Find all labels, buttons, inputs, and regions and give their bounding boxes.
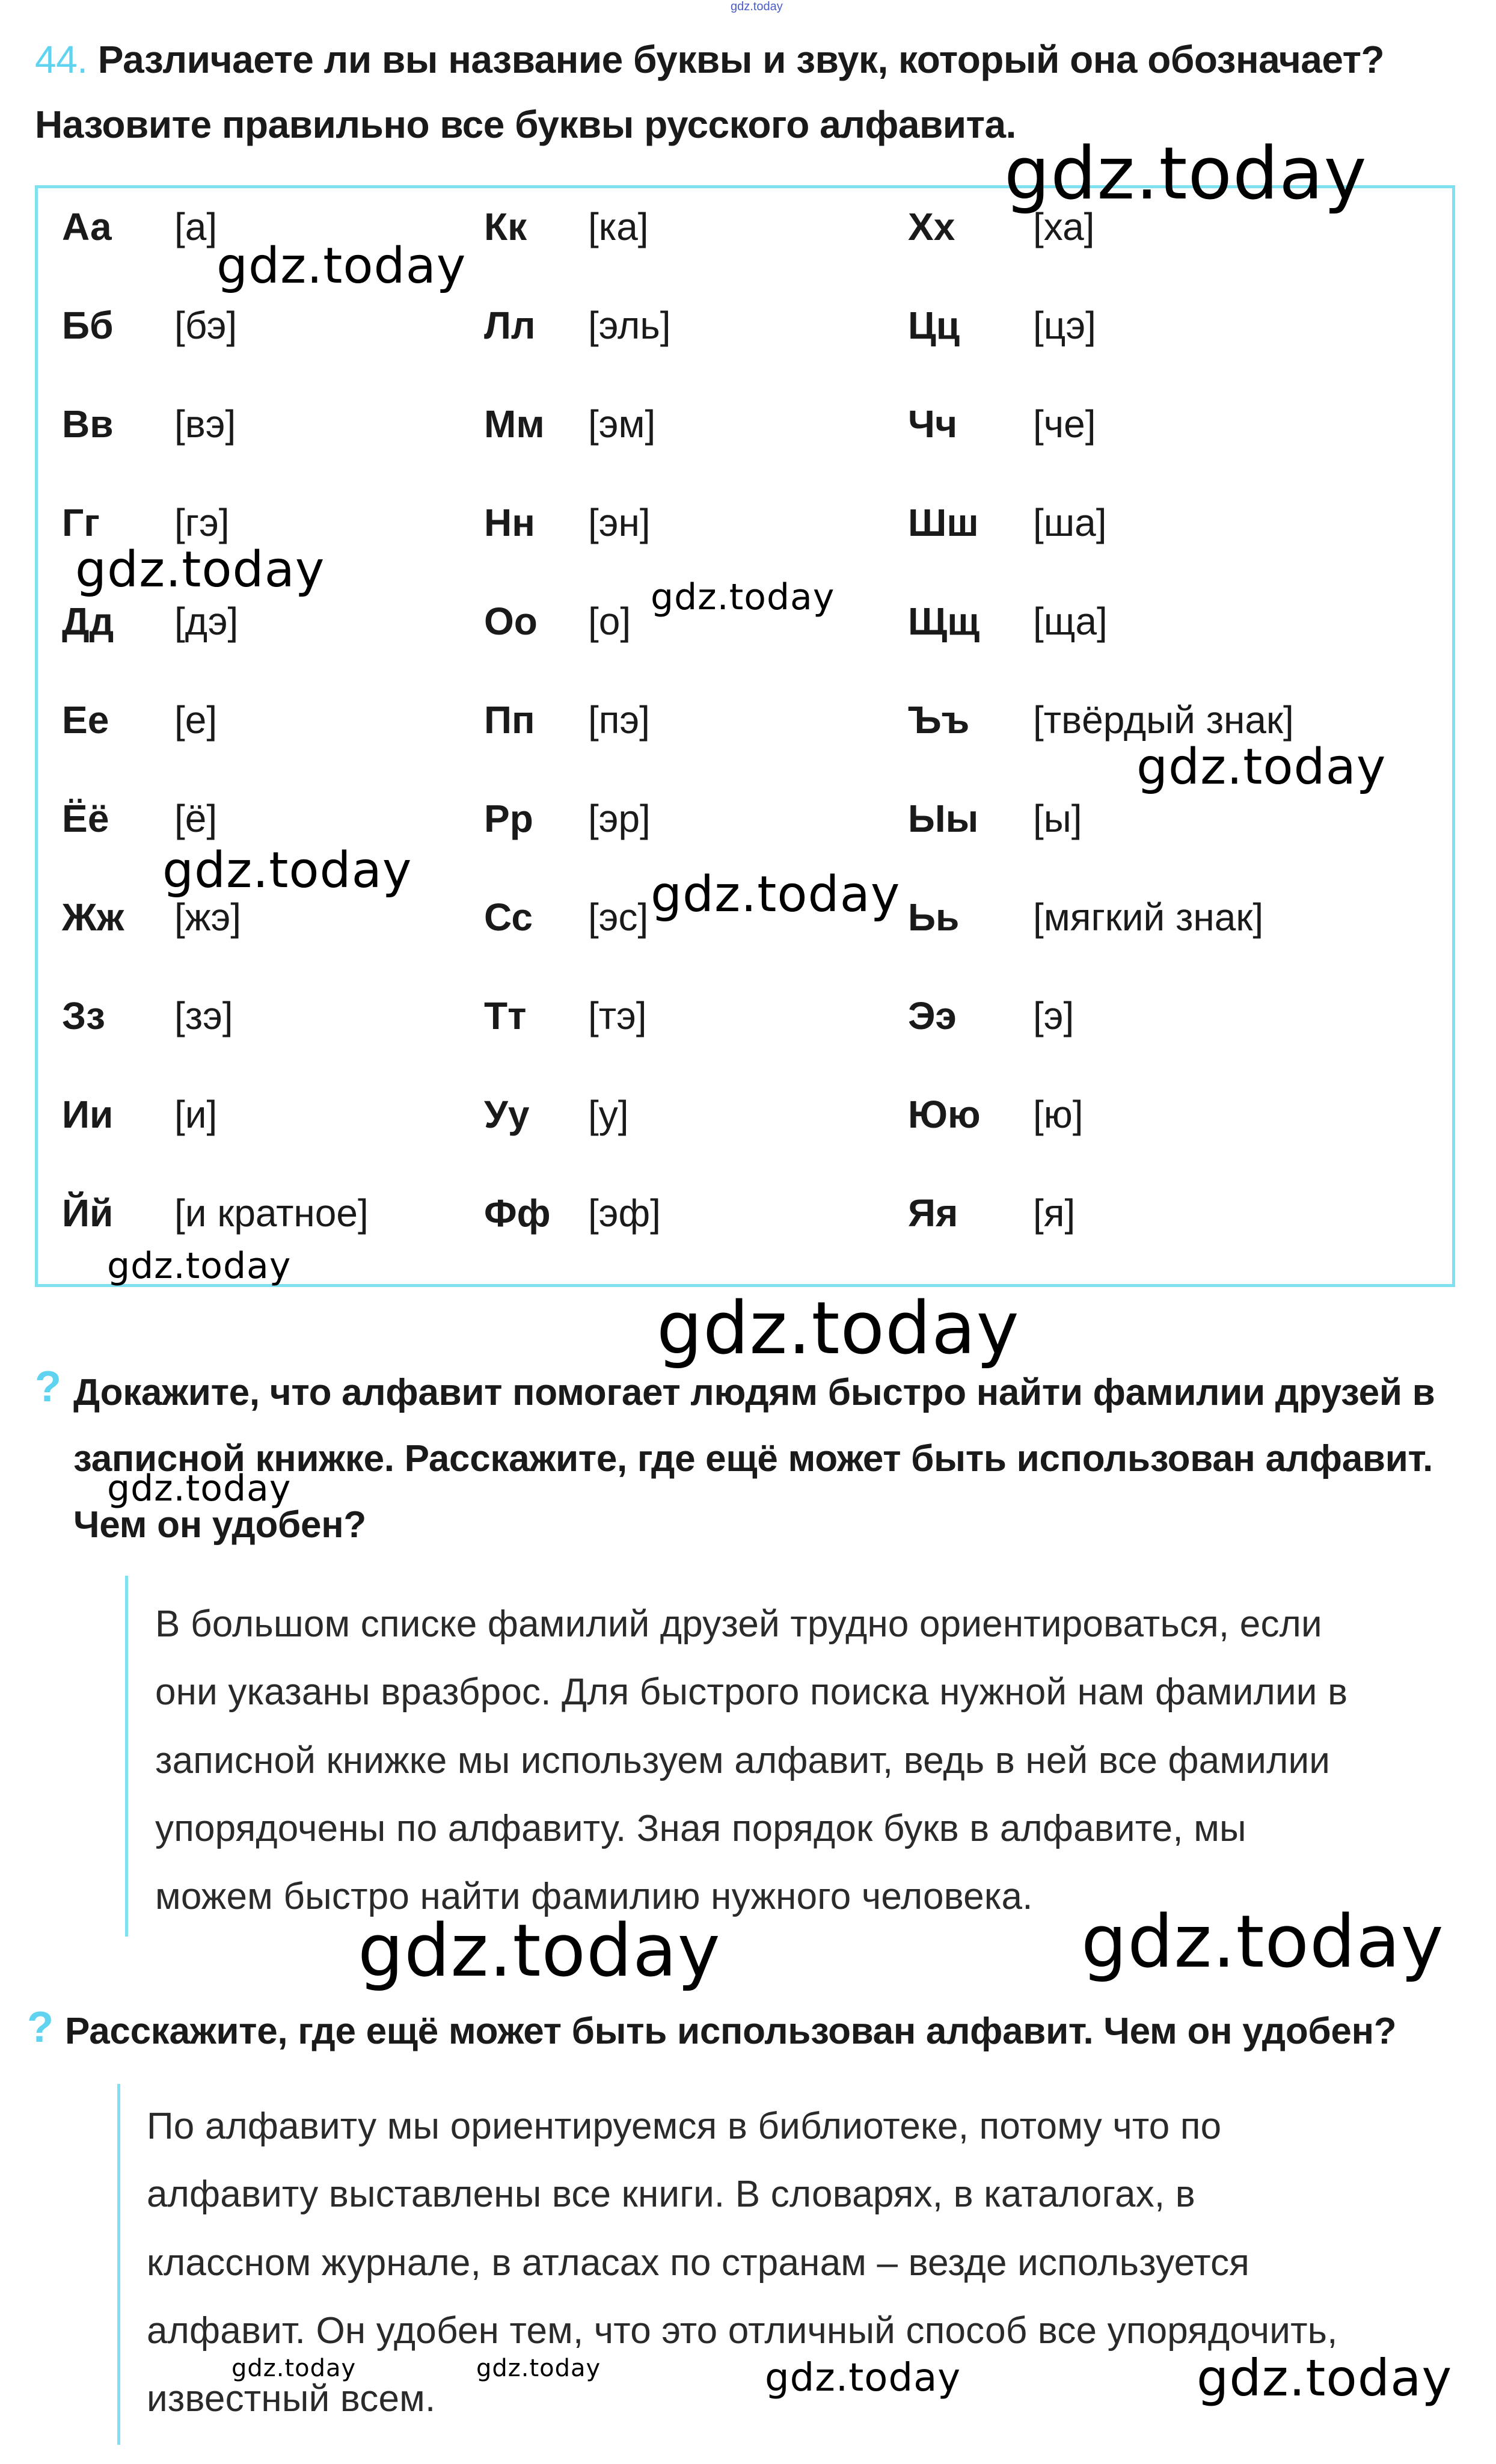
alphabet-letter-name: [жэ] — [174, 896, 242, 939]
answer1-line: записной книжке мы используем алфавит, ведь в ней все фамилии — [155, 1740, 1331, 1781]
alphabet-letter-name: [и кратное] — [174, 1191, 369, 1235]
alphabet-letter: Нн — [484, 501, 535, 544]
alphabet-letter-name: [эн] — [588, 501, 651, 544]
alphabet-letter: Ыы — [908, 797, 979, 840]
alphabet-letter-name: [эф] — [588, 1191, 661, 1235]
alphabet-letter: Чч — [908, 402, 958, 446]
answer1-line: они указаны вразброс. Для быстрого поиска нужной нам фамилии в — [155, 1671, 1348, 1713]
alphabet-letter: Гг — [62, 501, 100, 544]
alphabet-letter-name: [цэ] — [1033, 304, 1096, 347]
alphabet-letter-name: [ка] — [588, 205, 649, 248]
site-watermark-top: gdz.today — [731, 0, 783, 13]
watermark: gdz.today — [107, 1467, 292, 1510]
alphabet-letter-name: [у] — [588, 1093, 629, 1136]
task-number: 44. — [35, 38, 88, 81]
alphabet-letter-name: [мягкий знак] — [1033, 896, 1264, 939]
answer1-line: можем быстро найти фамилию нужного человека. — [155, 1876, 1033, 1917]
alphabet-letter-name: [бэ] — [174, 304, 238, 347]
alphabet-letter: Мм — [484, 402, 545, 446]
alphabet-letter-name: [эр] — [588, 797, 651, 840]
alphabet-letter: Рр — [484, 797, 533, 840]
alphabet-letter-name: [вэ] — [174, 402, 236, 446]
watermark: gdz.today — [231, 2355, 357, 2382]
alphabet-letter: Кк — [484, 205, 527, 248]
alphabet-letter: Ъъ — [908, 698, 970, 742]
watermark: gdz.today — [765, 2356, 961, 2400]
alphabet-letter: Оо — [484, 600, 538, 643]
watermark: gdz.today — [657, 1287, 1020, 1371]
alphabet-letter: Хх — [908, 205, 955, 248]
alphabet-letter: Пп — [484, 698, 535, 742]
alphabet-letter-name: [я] — [1033, 1191, 1076, 1235]
alphabet-letter-name: [тэ] — [588, 994, 647, 1037]
alphabet-letter: Ээ — [908, 994, 957, 1037]
question2-text: Расскажите, где ещё может быть использован алфавит. Чем он удобен? — [65, 2011, 1397, 2052]
watermark: gdz.today — [358, 1909, 721, 1993]
alphabet-letter: Тт — [484, 994, 527, 1037]
answer2-line: По алфавиту мы ориентируемся в библиотеке, потому что по — [147, 2106, 1222, 2147]
alphabet-letter: Цц — [908, 304, 960, 347]
alphabet-letter: Лл — [484, 304, 536, 347]
alphabet-letter-name: [ща] — [1033, 600, 1108, 643]
watermark: gdz.today — [1136, 739, 1387, 796]
watermark: gdz.today — [75, 541, 325, 598]
alphabet-letter: Дд — [62, 600, 114, 643]
alphabet-letter-name: [ха] — [1033, 205, 1095, 248]
answer1-bar — [125, 1576, 128, 1937]
alphabet-letter: Щщ — [908, 600, 980, 643]
alphabet-letter: Юю — [908, 1093, 981, 1136]
question1-line1: Докажите, что алфавит помогает людям быстро найти фамилии друзей в — [73, 1372, 1435, 1413]
alphabet-letter-name: [э] — [1033, 994, 1074, 1037]
task-heading-line1 — [35, 37, 1384, 82]
alphabet-letter-name: [твёрдый знак] — [1033, 698, 1294, 742]
alphabet-letter-name: [эс] — [588, 896, 649, 939]
alphabet-letter: Йй — [62, 1191, 114, 1235]
watermark: gdz.today — [107, 1245, 292, 1287]
watermark: gdz.today — [1004, 132, 1367, 216]
watermark: gdz.today — [216, 238, 467, 295]
alphabet-letter-name: [эль] — [588, 304, 671, 347]
alphabet-letter: Ее — [62, 698, 109, 742]
question-mark-icon: ? — [35, 1363, 61, 1411]
alphabet-letter-name: [ша] — [1033, 501, 1107, 544]
alphabet-letter: Яя — [908, 1191, 958, 1235]
alphabet-letter-name: [и] — [174, 1093, 218, 1136]
answer2-bar — [117, 2084, 120, 2445]
alphabet-letter-name: [дэ] — [174, 600, 239, 643]
alphabet-letter: Бб — [62, 304, 114, 347]
answer2-line: известный всем. — [147, 2378, 436, 2419]
watermark: gdz.today — [651, 866, 901, 923]
watermark: gdz.today — [162, 842, 412, 899]
alphabet-letter: Жж — [62, 896, 124, 939]
question-mark-icon: ? — [27, 2003, 54, 2051]
watermark: gdz.today — [1197, 2349, 1453, 2407]
alphabet-letter-name: [зэ] — [174, 994, 233, 1037]
alphabet-letter: Ии — [62, 1093, 114, 1136]
alphabet-letter: Шш — [908, 501, 979, 544]
alphabet-letter-name: [ы] — [1033, 797, 1082, 840]
alphabet-letter: Сс — [484, 896, 533, 939]
alphabet-letter-name: [пэ] — [588, 698, 650, 742]
alphabet-letter-name: [ё] — [174, 797, 218, 840]
answer1-line: В большом списке фамилий друзей трудно ориентироваться, если — [155, 1603, 1322, 1645]
task-heading-text: Различаете ли вы название буквы и звук, который она обозначает? — [97, 38, 1385, 81]
question1-line3: Чем он удобен? — [73, 1504, 366, 1546]
alphabet-letter: Ёё — [62, 797, 109, 840]
answer2-line: алфавиту выставлены все книги. В словарях, в каталогах, в — [147, 2174, 1195, 2215]
alphabet-letter-name: [эм] — [588, 402, 656, 446]
alphabet-letter: Ьь — [908, 896, 960, 939]
alphabet-letter: Вв — [62, 402, 114, 446]
alphabet-letter-name: [ю] — [1033, 1093, 1084, 1136]
watermark: gdz.today — [651, 576, 835, 618]
question1-line2: записной книжке. Расскажите, где ещё может быть использован алфавит. — [73, 1438, 1433, 1479]
alphabet-letter: Фф — [484, 1191, 551, 1235]
answer2-line: классном журнале, в атласах по странам – везде используется — [147, 2242, 1250, 2284]
answer2-line: алфавит. Он удобен тем, что это отличный способ все упорядочить, — [147, 2310, 1338, 2352]
answer1-line: упорядочены по алфавиту. Зная порядок букв в алфавите, мы — [155, 1808, 1246, 1849]
watermark: gdz.today — [476, 2355, 601, 2382]
alphabet-letter-name: [че] — [1033, 402, 1096, 446]
watermark: gdz.today — [1081, 1900, 1444, 1984]
alphabet-letter: Уу — [484, 1093, 530, 1136]
alphabet-letter: Зз — [62, 994, 105, 1037]
alphabet-letter-name: [е] — [174, 698, 218, 742]
alphabet-letter-name: [о] — [588, 600, 631, 643]
alphabet-letter: Аа — [62, 205, 112, 248]
alphabet-letter-name: [гэ] — [174, 501, 230, 544]
alphabet-letter-name: [а] — [174, 205, 218, 248]
task-heading-line2: Назовите правильно все буквы русского алфавита. — [35, 103, 1016, 146]
